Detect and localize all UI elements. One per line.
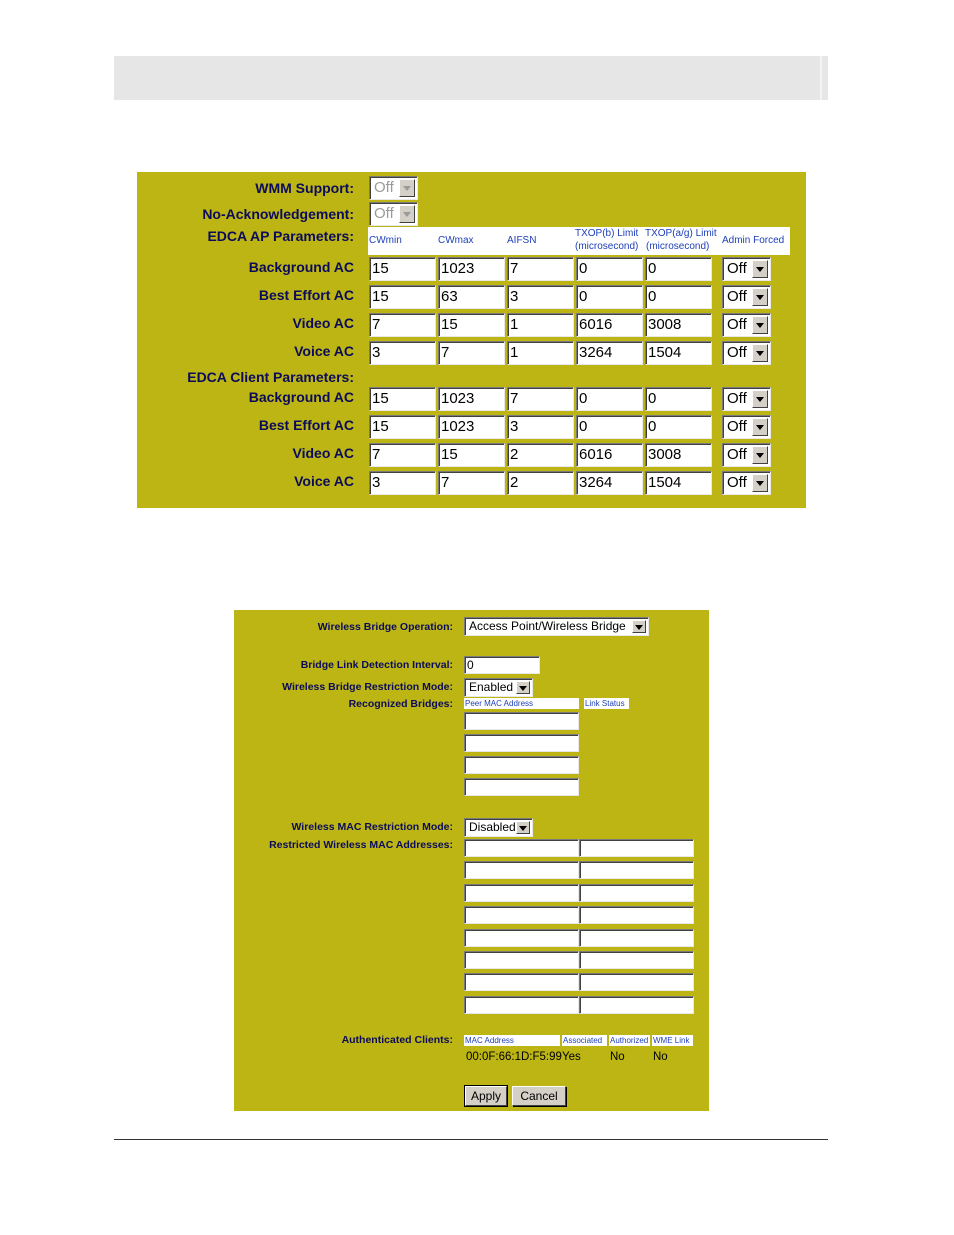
client-row-label: Background AC <box>248 389 354 405</box>
ap-txop-ag-input[interactable]: 0 <box>645 285 712 309</box>
detection-interval-input[interactable]: 0 <box>464 656 540 674</box>
recognized-bridges-label: Recognized Bridges: <box>348 698 453 710</box>
client-forced-select[interactable] <box>722 387 771 411</box>
recognized-bridge-input[interactable] <box>464 778 579 796</box>
col-cwmin: CWmin <box>369 235 402 246</box>
bridge-operation-value: Access Point/Wireless Bridge <box>469 619 626 633</box>
col-wme-link: WME Link <box>652 1035 693 1046</box>
restricted-mac-input[interactable] <box>464 951 579 969</box>
restricted-mac-input[interactable] <box>579 839 694 857</box>
ap-cwmin-input[interactable]: 7 <box>369 313 436 337</box>
ap-txop-ag-input[interactable]: 3008 <box>645 313 712 337</box>
col-txop-b: TXOP(b) Limit <box>575 228 639 239</box>
client-aifsn-input[interactable]: 2 <box>507 443 574 467</box>
col-txop-ag-unit: (microsecond) <box>646 241 710 252</box>
ap-row-label: Best Effort AC <box>258 287 354 303</box>
chevron-down-icon <box>752 288 768 306</box>
bridge-restriction-value: Enabled <box>469 680 514 694</box>
client-aifsn-input[interactable]: 3 <box>507 415 574 439</box>
client-row-label: Video AC <box>292 445 354 461</box>
ap-forced-select[interactable] <box>722 285 771 309</box>
ap-txop-b-input[interactable]: 6016 <box>576 313 643 337</box>
chevron-down-icon <box>632 620 646 633</box>
restricted-mac-input[interactable] <box>579 973 694 991</box>
ap-txop-b-input[interactable]: 0 <box>576 285 643 309</box>
client-aifsn-input[interactable]: 2 <box>507 471 574 495</box>
client-cwmin-input[interactable]: 3 <box>369 471 436 495</box>
client-mac: 00:0F:66:1D:F5:99 <box>466 1051 562 1063</box>
client-txop-b-input[interactable]: 3264 <box>576 471 643 495</box>
ap-forced-select[interactable] <box>722 257 771 281</box>
client-row-label: Best Effort AC <box>258 417 354 433</box>
client-txop-ag-input[interactable]: 0 <box>645 387 712 411</box>
restricted-mac-input[interactable] <box>464 973 579 991</box>
ap-forced-value: Off <box>727 260 747 277</box>
recognized-bridge-input[interactable] <box>464 712 579 730</box>
col-associated: Associated <box>562 1035 607 1046</box>
ap-row-label: Voice AC <box>294 343 354 359</box>
bridge-operation-label: Wireless Bridge Operation: <box>317 621 453 633</box>
chevron-down-icon <box>516 681 530 694</box>
client-forced-select[interactable] <box>722 471 771 495</box>
chevron-down-icon <box>752 344 768 362</box>
ap-cwmax-input[interactable]: 15 <box>438 313 505 337</box>
chevron-down-icon <box>752 390 768 408</box>
ap-cwmin-input[interactable]: 15 <box>369 285 436 309</box>
client-txop-b-input[interactable]: 0 <box>576 387 643 411</box>
page-header-bar <box>114 56 828 100</box>
chevron-down-icon <box>752 474 768 492</box>
col-link-status: Link Status <box>584 698 629 709</box>
chevron-down-icon <box>399 179 415 197</box>
ap-txop-ag-input[interactable]: 1504 <box>645 341 712 365</box>
ap-forced-value: Off <box>727 344 747 361</box>
client-forced-value: Off <box>727 474 747 491</box>
cancel-button[interactable]: Cancel <box>512 1086 566 1106</box>
client-associated: Yes <box>562 1051 581 1063</box>
no-ack-value: Off <box>374 205 394 222</box>
ap-cwmax-input[interactable]: 7 <box>438 341 505 365</box>
col-admin-forced: Admin Forced <box>722 235 785 246</box>
ap-forced-select[interactable] <box>722 313 771 337</box>
col-peer-mac: Peer MAC Address <box>464 698 579 709</box>
recognized-bridge-input[interactable] <box>464 756 579 774</box>
restricted-mac-input[interactable] <box>464 839 579 857</box>
col-cwmax: CWmax <box>438 235 474 246</box>
client-txop-ag-input[interactable]: 1504 <box>645 471 712 495</box>
col-aifsn: AIFSN <box>507 235 537 246</box>
chevron-down-icon <box>752 316 768 334</box>
edca-column-header <box>368 227 790 255</box>
ap-cwmin-input[interactable]: 3 <box>369 341 436 365</box>
wmm-support-select[interactable] <box>369 176 418 200</box>
chevron-down-icon <box>752 260 768 278</box>
ap-forced-value: Off <box>727 288 747 305</box>
no-ack-label: No-Acknowledgement: <box>202 206 354 222</box>
mac-restriction-value: Disabled <box>469 820 516 834</box>
apply-button[interactable]: Apply <box>465 1086 507 1106</box>
client-authorized: No <box>610 1051 625 1063</box>
authenticated-clients-label: Authenticated Clients: <box>341 1034 453 1046</box>
ap-forced-value: Off <box>727 316 747 333</box>
restricted-mac-input[interactable] <box>464 884 579 902</box>
client-cwmin-input[interactable]: 15 <box>369 415 436 439</box>
ap-cwmin-input[interactable]: 15 <box>369 257 436 281</box>
ap-row-label: Video AC <box>292 315 354 331</box>
client-cwmax-input[interactable]: 7 <box>438 471 505 495</box>
ap-forced-select[interactable] <box>722 341 771 365</box>
ap-txop-b-input[interactable]: 3264 <box>576 341 643 365</box>
chevron-down-icon <box>752 446 768 464</box>
client-forced-select[interactable] <box>722 443 771 467</box>
mac-restriction-select[interactable] <box>464 818 533 837</box>
client-forced-value: Off <box>727 446 747 463</box>
restricted-macs-label: Restricted Wireless MAC Addresses: <box>269 839 453 851</box>
client-txop-b-input[interactable]: 0 <box>576 415 643 439</box>
detection-interval-label: Bridge Link Detection Interval: <box>300 659 453 671</box>
client-forced-select[interactable] <box>722 415 771 439</box>
restricted-mac-input[interactable] <box>579 996 694 1014</box>
ap-cwmax-input[interactable]: 63 <box>438 285 505 309</box>
chevron-down-icon <box>516 821 530 834</box>
ap-aifsn-input[interactable]: 7 <box>507 257 574 281</box>
client-forced-value: Off <box>727 390 747 407</box>
restricted-mac-input[interactable] <box>579 929 694 947</box>
col-authorized: Authorized <box>610 1036 649 1045</box>
ap-txop-ag-input[interactable]: 0 <box>645 257 712 281</box>
restricted-mac-input[interactable] <box>464 929 579 947</box>
client-txop-ag-input[interactable]: 0 <box>645 415 712 439</box>
bridge-restriction-select[interactable] <box>464 678 533 697</box>
wmm-settings-panel <box>137 172 806 508</box>
footer-divider <box>114 1139 828 1140</box>
client-cwmax-input[interactable]: 1023 <box>438 387 505 411</box>
restricted-mac-input[interactable] <box>579 906 694 924</box>
client-txop-b-input[interactable]: 6016 <box>576 443 643 467</box>
wireless-bridge-panel <box>234 610 709 1111</box>
ap-aifsn-input[interactable]: 1 <box>507 313 574 337</box>
recognized-bridge-input[interactable] <box>464 734 579 752</box>
bridge-restriction-label: Wireless Bridge Restriction Mode: <box>282 681 453 693</box>
client-cwmax-input[interactable]: 1023 <box>438 415 505 439</box>
ap-row-label: Background AC <box>248 259 354 275</box>
col-txop-ag: TXOP(a/g) Limit <box>645 228 717 239</box>
client-row-label: Voice AC <box>294 473 354 489</box>
wmm-support-label: WMM Support: <box>255 180 354 196</box>
no-ack-select[interactable] <box>369 202 418 226</box>
restricted-mac-input[interactable] <box>579 951 694 969</box>
ap-aifsn-input[interactable]: 3 <box>507 285 574 309</box>
bridge-operation-select[interactable] <box>464 617 649 636</box>
client-wme: No <box>653 1051 668 1063</box>
restricted-mac-input[interactable] <box>464 906 579 924</box>
chevron-down-icon <box>752 418 768 436</box>
restricted-mac-input[interactable] <box>464 861 579 879</box>
wmm-support-value: Off <box>374 179 394 196</box>
col-txop-b-unit: (microsecond) <box>575 241 639 252</box>
ap-txop-b-input[interactable]: 0 <box>576 257 643 281</box>
client-cwmin-input[interactable]: 7 <box>369 443 436 467</box>
restricted-mac-input[interactable] <box>464 996 579 1014</box>
client-txop-ag-input[interactable]: 3008 <box>645 443 712 467</box>
client-aifsn-input[interactable]: 7 <box>507 387 574 411</box>
client-cwmax-input[interactable]: 15 <box>438 443 505 467</box>
edca-ap-label: EDCA AP Parameters: <box>207 228 354 244</box>
client-cwmin-input[interactable]: 15 <box>369 387 436 411</box>
col-client-mac: MAC Address <box>464 1035 560 1046</box>
restricted-mac-input[interactable] <box>579 861 694 879</box>
restricted-mac-input[interactable] <box>579 884 694 902</box>
ap-cwmax-input[interactable]: 1023 <box>438 257 505 281</box>
ap-aifsn-input[interactable]: 1 <box>507 341 574 365</box>
edca-client-label: EDCA Client Parameters: <box>187 369 354 385</box>
mac-restriction-label: Wireless MAC Restriction Mode: <box>291 821 453 833</box>
client-forced-value: Off <box>727 418 747 435</box>
chevron-down-icon <box>399 205 415 223</box>
